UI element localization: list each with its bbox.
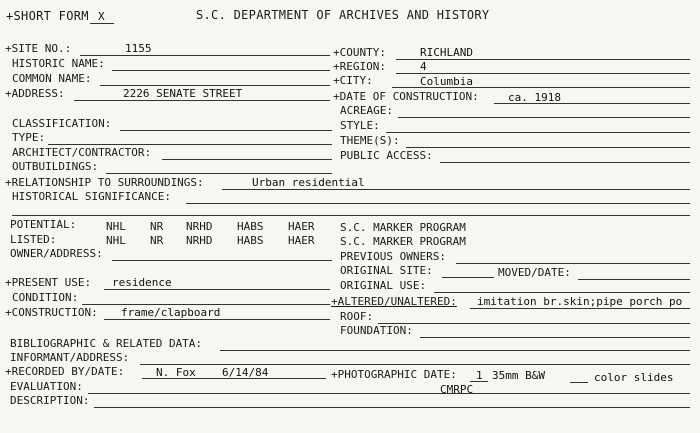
- original-use-line: [434, 292, 690, 293]
- potential-nhl: NHL: [106, 220, 126, 233]
- foundation-line: [420, 337, 690, 338]
- themes-line: [406, 147, 690, 148]
- recorded-date: 6/14/84: [222, 366, 269, 379]
- potential-haer: HAER: [288, 220, 315, 233]
- roof-label: ROOF:: [340, 310, 374, 323]
- listed-marker: S.C. MARKER PROGRAM: [340, 235, 466, 248]
- present-use-label: +PRESENT USE:: [5, 276, 92, 289]
- relationship-value: Urban residential: [252, 176, 365, 189]
- informant-label: INFORMANT/ADDRESS:: [10, 351, 130, 364]
- altered-line: [470, 308, 690, 309]
- photo-label: +PHOTOGRAPHIC DATE:: [331, 368, 457, 381]
- architect-label: ARCHITECT/CONTRACTOR:: [12, 146, 152, 159]
- original-use-label: ORIGINAL USE:: [340, 279, 427, 292]
- classification-label: CLASSIFICATION:: [12, 117, 112, 130]
- construction-value: frame/clapboard: [121, 306, 221, 319]
- historical-significance-label: HISTORICAL SIGNIFICANCE:: [12, 190, 171, 203]
- present-use-line: [104, 289, 330, 290]
- region-line: [396, 73, 690, 74]
- photo-count: 1: [476, 369, 483, 382]
- short-form-value: X: [98, 10, 105, 23]
- potential-nr: NR: [150, 220, 164, 233]
- altered-label: +ALTERED/UNALTERED:: [331, 295, 457, 308]
- evaluation-label: EVALUATION:: [10, 380, 83, 393]
- classification-line: [120, 130, 332, 131]
- construction-label: +CONSTRUCTION:: [5, 306, 98, 319]
- region-value: 4: [420, 60, 427, 73]
- roof-line: [378, 323, 690, 324]
- original-site-label: ORIGINAL SITE:: [340, 264, 433, 277]
- potential-nrhd: NRHD: [186, 220, 213, 233]
- public-access-label: PUBLIC ACCESS:: [340, 149, 433, 162]
- altered-value: imitation br.skin;pipe porch po: [477, 295, 683, 308]
- county-label: +COUNTY:: [333, 46, 386, 59]
- owner-line: [112, 260, 332, 261]
- relationship-label: +RELATIONSHIP TO SURROUNDINGS:: [5, 176, 204, 189]
- date-of-construction-label: +DATE OF CONSTRUCTION:: [333, 90, 479, 103]
- public-access-line: [440, 162, 690, 163]
- moved-line: [578, 279, 690, 280]
- historical-significance-line: [186, 203, 690, 204]
- recorded-value: N. Fox: [156, 366, 196, 379]
- historical-significance-line-2: [12, 215, 690, 216]
- common-name-line: [100, 85, 330, 86]
- condition-line: [82, 304, 330, 305]
- listed-nhl: NHL: [106, 234, 126, 247]
- relationship-line: [222, 189, 690, 190]
- listed-nrhd: NRHD: [186, 234, 213, 247]
- previous-owners-label: PREVIOUS OWNERS:: [340, 250, 446, 263]
- outbuildings-label: OUTBUILDINGS:: [12, 160, 99, 173]
- date-of-construction-value: ca. 1918: [508, 91, 561, 104]
- color-slides: color slides: [594, 371, 674, 384]
- construction-line: [104, 319, 330, 320]
- acreage-label: ACREAGE:: [340, 104, 393, 117]
- outbuildings-line: [106, 173, 332, 174]
- type-label: TYPE:: [12, 131, 46, 144]
- present-use-value: residence: [112, 276, 172, 289]
- city-value: Columbia: [420, 75, 473, 88]
- county-value: RICHLAND: [420, 46, 473, 59]
- historic-name-label: HISTORIC NAME:: [12, 57, 105, 70]
- photo-type: 35mm B&W: [492, 369, 545, 382]
- type-line: [48, 144, 332, 145]
- style-line: [386, 132, 690, 133]
- county-line: [396, 59, 690, 60]
- common-name-label: COMMON NAME:: [12, 72, 92, 85]
- bibliographic-line: [220, 350, 690, 351]
- bibliographic-label: BIBLIOGRAPHIC & RELATED DATA:: [10, 337, 203, 350]
- owner-label: OWNER/ADDRESS:: [10, 247, 103, 260]
- address-label: +ADDRESS:: [5, 87, 65, 100]
- photo-credit: CMRPC: [440, 383, 474, 396]
- moved-label: MOVED/DATE:: [498, 266, 571, 279]
- potential-label: POTENTIAL:: [10, 218, 77, 231]
- site-no-value: 1155: [125, 42, 152, 55]
- foundation-label: FOUNDATION:: [340, 324, 413, 337]
- potential-marker: S.C. MARKER PROGRAM: [340, 221, 466, 234]
- listed-habs: HABS: [237, 234, 264, 247]
- form-title: S.C. DEPARTMENT OF ARCHIVES AND HISTORY: [196, 8, 490, 22]
- themes-label: THEME(S):: [340, 134, 400, 147]
- architect-line: [162, 159, 332, 160]
- historic-name-line: [112, 70, 330, 71]
- color-slides-line: [570, 382, 588, 383]
- listed-nr: NR: [150, 234, 164, 247]
- address-value: 2226 SENATE STREET: [123, 87, 243, 100]
- short-form-label: +SHORT FORM: [6, 9, 89, 23]
- city-label: +CITY:: [333, 74, 373, 87]
- listed-label: LISTED:: [10, 233, 57, 246]
- recorded-label: +RECORDED BY/DATE:: [5, 365, 125, 378]
- condition-label: CONDITION:: [12, 291, 79, 304]
- site-no-line: [80, 55, 330, 56]
- informant-line: [140, 364, 690, 365]
- original-site-line: [442, 277, 494, 278]
- region-label: +REGION:: [333, 60, 386, 73]
- address-line: [74, 100, 330, 101]
- acreage-line: [398, 117, 690, 118]
- listed-haer: HAER: [288, 234, 315, 247]
- previous-owners-line: [456, 263, 690, 264]
- short-form-line: [90, 23, 114, 24]
- description-line: [94, 407, 690, 408]
- evaluation-line: [88, 393, 690, 394]
- description-label: DESCRIPTION:: [10, 394, 90, 407]
- potential-habs: HABS: [237, 220, 264, 233]
- site-no-label: +SITE NO.:: [5, 42, 72, 55]
- style-label: STYLE:: [340, 119, 380, 132]
